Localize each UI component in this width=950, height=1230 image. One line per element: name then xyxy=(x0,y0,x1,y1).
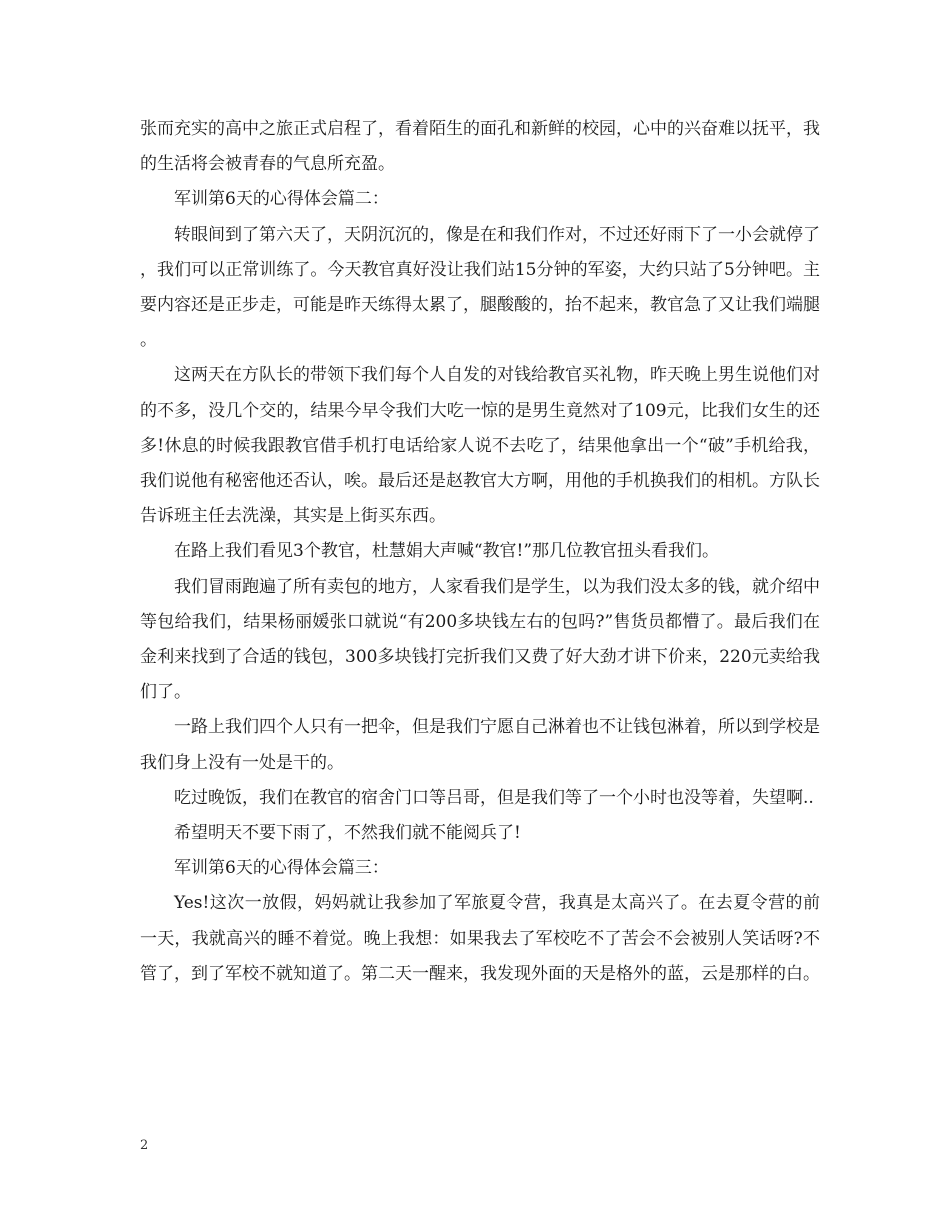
paragraph: 我们冒雨跑遍了所有卖包的地方，人家看我们是学生，以为我们没太多的钱，就介绍中等包给我们，结果杨丽媛张口就说“有200多块钱左右的包吗?”售货员都懵了。最后我们在金利来找到了合适的钱包，300多块钱打完折我们又费了好大劲才讲下价来，220元卖给我们了。 xyxy=(140,576,820,703)
paragraph: 这两天在方队长的带领下我们每个人自发的对钱给教官买礼物，昨天晚上男生说他们对的不多，没几个交的，结果今早令我们大吃一惊的是男生竟然对了109元，比我们女生的还多!休息的时候我跟教官借手机打电话给家人说不去吃了，结果他拿出一个“破”手机给我，我们说他有秘密他还否认，唉。最后还是赵教官大方啊，用他的手机换我们的相机。方队长告诉班主任去洗澡，其实是上街买东西。 xyxy=(140,365,820,527)
paragraph: 希望明天不要下雨了，不然我们就不能阅兵了! xyxy=(174,823,521,844)
paragraph: 一路上我们四个人只有一把伞，但是我们宁愿自己淋着也不让钱包淋着，所以到学校是我们身上没有一处是干的。 xyxy=(140,717,820,773)
paragraph: Yes!这次一放假，妈妈就让我参加了军旅夏令营，我真是太高兴了。在去夏令营的前一天，我就高兴的睡不着觉。晚上我想：如果我去了军校吃不了苦会不会被别人笑话呀?不管了，到了军校不就知道了。第二天一醒来，我发现外面的天是格外的蓝，云是那样的白。 xyxy=(140,893,820,984)
paragraph: 在路上我们看见3个教官，杜慧娟大声喊“教官!”那几位教官扭头看我们。 xyxy=(174,541,720,562)
paragraph: 转眼间到了第六天了，天阴沉沉的，像是在和我们作对，不过还好雨下了一小会就停了，我们可以正常训练了。今天教官真好没让我们站15分钟的军姿，大约只站了5分钟吧。主要内容还是正步走，可能是昨天练得太累了，腿酸酸的，抬不起来，教官急了又让我们端腿。 xyxy=(140,224,820,351)
paragraph: 吃过晚饭，我们在教官的宿舍门口等吕哥，但是我们等了一个小时也没等着，失望啊.. xyxy=(174,787,814,808)
paragraph-continuation: 张而充实的高中之旅正式启程了，看着陌生的面孔和新鲜的校园，心中的兴奋难以抚平，我的生活将会被青春的气息所充盈。 xyxy=(140,119,820,175)
section-heading: 军训第6天的心得体会篇二： xyxy=(174,189,389,210)
section-heading: 军训第6天的心得体会篇三： xyxy=(174,858,389,879)
document-body xyxy=(140,112,820,992)
page-number: 2 xyxy=(140,1138,149,1153)
